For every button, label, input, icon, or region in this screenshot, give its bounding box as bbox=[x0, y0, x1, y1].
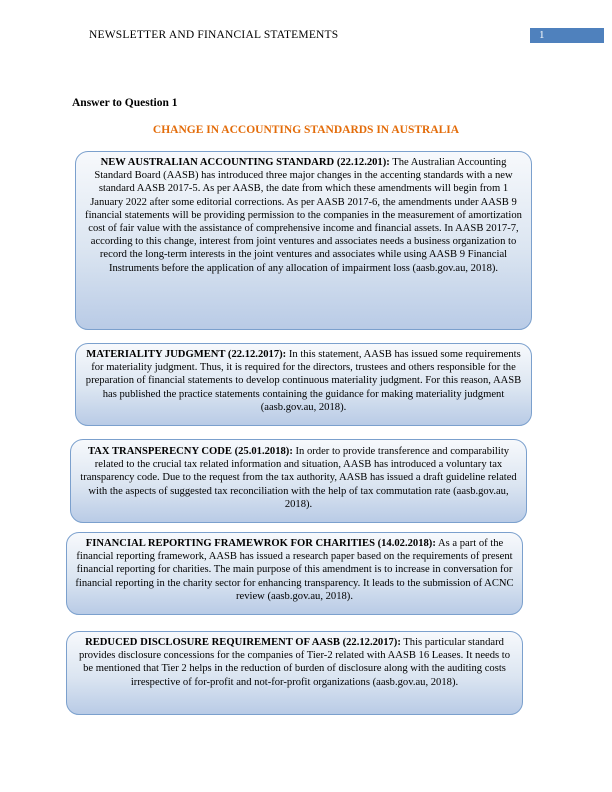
answer-heading: Answer to Question 1 bbox=[72, 97, 178, 109]
section-title: CHANGE IN ACCOUNTING STANDARDS IN AUSTRALIA bbox=[152, 124, 460, 136]
box-body: The Australian Accounting Standard Board (AASB) has introduced three major changes in the accenting standards with a new standard AASB 2017-5. As per AASB, the date from which these amendments will begin from 1 January 2022 after some editorial corrections. As per AASB 2017-6, the amendments under AASB 9 financial statements will be providing permission to the companies in the measurement of amortization cost of fair value with the assistance of comprehensive income and financial assets. In AASB 2017-7, according to this change, interest from joint ventures and associates needs a business organization to record the long-term interests in the joint ventures and associates while using AASB 9 Financial Instruments before the application of any allocation of impairment loss (aasb.gov.au, 2018). bbox=[85, 157, 522, 274]
standard-box-materiality-judgment bbox=[75, 343, 532, 426]
standard-box-new-accounting-standard bbox=[75, 151, 532, 330]
box-heading: REDUCED DISCLOSURE REQUIREMENT OF AASB (22.12.2017): bbox=[85, 637, 401, 648]
page-number-badge: 1 bbox=[530, 28, 604, 43]
box-heading: TAX TRANSPERECNY CODE (25.01.2018): bbox=[87, 446, 293, 457]
standard-box-reduced-disclosure bbox=[66, 631, 523, 715]
standard-box-tax-transparency-code bbox=[70, 439, 527, 523]
box-heading: MATERIALITY JUDGMENT (22.12.2017): bbox=[86, 349, 287, 360]
box-body: As a part of the financial reporting framework, AASB has issued a research paper based on the requirements of present financial reporting for charities. The main purpose of this amendment is to increase in conversation for financial reporting in the charity sector for enhancing transparency. It leads to the submission of ACNC review (aasb.gov.au, 2018). bbox=[75, 538, 514, 602]
page-header-title: NEWSLETTER AND FINANCIAL STATEMENTS bbox=[89, 29, 339, 41]
box-body: In order to provide transference and comparability related to the crucial tax related information and situation, AASB has introduced a voluntary tax transparency code. Due to the request from the tax authority, AASB has issued a draft guideline related with the aspects of suggested tax reconciliation with the help of tax commutation rate (aasb.gov.au, 2018). bbox=[80, 446, 517, 510]
box-heading: NEW AUSTRALIAN ACCOUNTING STANDARD (22.12.201): bbox=[100, 157, 390, 168]
standard-box-charities-framework bbox=[66, 532, 523, 615]
box-body: This particular standard provides disclosure concessions for the companies of Tier-2 related with AASB 16 Leases. It needs to be mentioned that Tier 2 helps in the reduction of burden of disclosure along with the auditing costs irrespective of for-profit and not-for-profit organizations (aasb.gov.au, 2018). bbox=[78, 637, 511, 688]
box-body: In this statement, AASB has issued some requirements for materiality judgment. Thus, it is required for the directors, trustees and others responsible for the preparation of financial statements to develop continuous materiality judgment. For this reason, AASB has published the practice statements containing the guidance for making materiality judgment (aasb.gov.au, 2018). bbox=[85, 349, 522, 413]
box-heading: FINANCIAL REPORTING FRAMEWROK FOR CHARITIES (14.02.2018): bbox=[85, 538, 436, 549]
